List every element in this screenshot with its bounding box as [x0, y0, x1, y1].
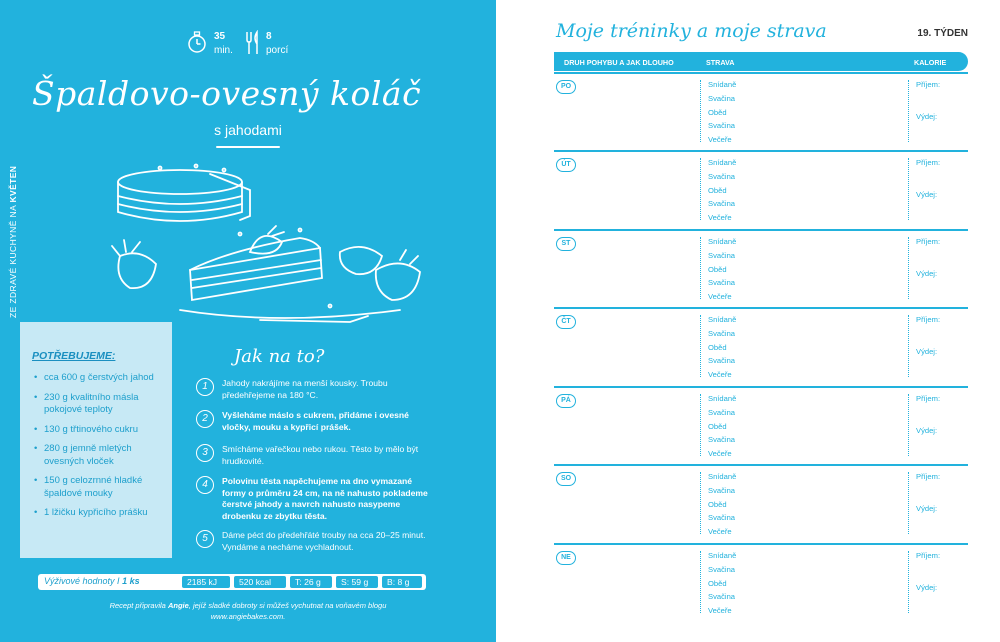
meal-label: Svačina	[708, 278, 736, 288]
day-divider	[554, 464, 968, 466]
meal-label: Snídaně	[708, 394, 737, 403]
intake-label: Příjem:	[916, 394, 941, 403]
meal-label: Oběd	[708, 421, 727, 431]
header-calories: KALORIE	[914, 58, 947, 67]
column-separator	[700, 315, 701, 377]
meal-label: Snídaně	[708, 472, 737, 481]
meal-label: Oběd	[708, 185, 727, 195]
day-divider	[554, 150, 968, 152]
meal-label: Snídaně	[708, 551, 737, 560]
day-divider	[554, 229, 968, 231]
meal-label: Svačina	[708, 121, 736, 131]
meal-label: Svačina	[708, 592, 736, 602]
meal-label: Večeře	[708, 213, 732, 223]
meal-label: Večeře	[708, 292, 732, 302]
nutrition-protein: B: 8 g	[382, 576, 422, 588]
meal-label: Svačina	[708, 513, 736, 523]
meal-label: Svačina	[708, 485, 736, 495]
recipe-subtitle: s jahodami	[214, 122, 282, 138]
output-label: Výdej:	[916, 347, 938, 356]
day-divider	[554, 307, 968, 309]
meal-label: Snídaně	[708, 315, 737, 324]
meal-label: Večeře	[708, 527, 732, 537]
title-divider	[216, 146, 280, 148]
step-text: Polovinu těsta napěchujeme na dno vymazané formy o průměru 24 cm, na ně nahusto poklademe čerstvé jahody a navrch nahusto nasypeme drobenku ze zbytku těsta.	[222, 476, 428, 521]
intake-label: Příjem:	[916, 80, 941, 89]
method-heading: Jak na to?	[234, 346, 325, 367]
column-separator	[700, 394, 701, 456]
day-row	[554, 464, 968, 542]
meal-label: Svačina	[708, 356, 736, 366]
meal-label: Snídaně	[708, 237, 737, 246]
output-label: Výdej:	[916, 190, 938, 199]
nutrition-kj: 2185 kJ	[182, 576, 230, 588]
day-badge: ST	[556, 237, 576, 251]
meal-label: Večeře	[708, 606, 732, 616]
ingredient-item: • 230 g kvalitního másla pokojové teploty	[32, 392, 170, 417]
recipe-title: Špaldovo-ovesný koláč	[32, 74, 422, 113]
column-separator	[700, 551, 701, 613]
ingredient-item: • 150 g celozrnné hladké špaldové mouky	[32, 475, 170, 500]
output-label: Výdej:	[916, 504, 938, 513]
column-separator	[908, 472, 909, 534]
header-food: STRAVA	[706, 58, 735, 67]
day-divider	[554, 386, 968, 388]
meal-label: Oběd	[708, 499, 727, 509]
nutrition-bar	[38, 574, 426, 590]
nutrition-fat: T: 26 g	[290, 576, 332, 588]
planner-title: Moje tréninky a moje strava	[556, 20, 827, 42]
intake-label: Příjem:	[916, 158, 941, 167]
meal-label: Svačina	[708, 328, 736, 338]
meal-label: Svačina	[708, 435, 736, 445]
meal-label: Oběd	[708, 342, 727, 352]
column-separator	[908, 237, 909, 299]
day-row	[554, 229, 968, 307]
planner-header	[554, 52, 968, 71]
recipe-credit: Recept připravila Angie, jejíž sladké dobroty si můžeš vychutnat na voňavém blogu www.angiebakes.com.	[109, 601, 387, 621]
nutrition-label: Výživové hodnoty I 1 ks	[44, 576, 140, 586]
meal-label: Snídaně	[708, 80, 737, 89]
meal-label: Svačina	[708, 93, 736, 103]
ingredients-heading: POTŘEBUJEME:	[32, 350, 116, 362]
meal-label: Večeře	[708, 449, 732, 459]
day-row	[554, 307, 968, 385]
cake-illustration	[100, 160, 440, 340]
step-number: 4	[196, 476, 214, 494]
step-number: 2	[196, 410, 214, 428]
column-separator	[700, 237, 701, 299]
day-badge: SO	[556, 472, 576, 486]
column-separator	[908, 80, 909, 142]
day-row	[554, 150, 968, 228]
day-badge: PÁ	[556, 394, 576, 408]
step-text: Dáme péct do předehřáté trouby na cca 20–25 minut. Vyndáme a necháme vychladnout.	[222, 530, 426, 552]
day-row	[554, 386, 968, 464]
column-separator	[908, 394, 909, 456]
meal-label: Svačina	[708, 199, 736, 209]
ingredients-list	[32, 372, 170, 527]
column-separator	[908, 551, 909, 613]
day-badge: NE	[556, 551, 576, 565]
day-badge: ČT	[556, 315, 576, 329]
step-text: Smícháme vařečkou nebo rukou. Těsto by mělo být hrudkovité.	[222, 444, 419, 466]
meal-label: Svačina	[708, 250, 736, 260]
stopwatch-icon	[186, 30, 208, 54]
meal-label: Oběd	[708, 107, 727, 117]
meal-label: Oběd	[708, 578, 727, 588]
step-number: 1	[196, 378, 214, 396]
intake-label: Příjem:	[916, 315, 941, 324]
intake-label: Příjem:	[916, 551, 941, 560]
ingredient-item: • 280 g jemně mletých ovesných vloček	[32, 443, 170, 468]
intake-label: Příjem:	[916, 237, 941, 246]
column-separator	[908, 158, 909, 220]
output-label: Výdej:	[916, 269, 938, 278]
ingredient-item: • 130 g třtinového cukru	[32, 424, 170, 437]
week-label: 19. TÝDEN	[917, 28, 968, 39]
day-divider	[554, 543, 968, 545]
output-label: Výdej:	[916, 112, 938, 121]
nutrition-sugar: S: 59 g	[336, 576, 378, 588]
cutlery-icon	[244, 30, 262, 56]
meal-label: Svačina	[708, 171, 736, 181]
meal-label: Večeře	[708, 135, 732, 145]
output-label: Výdej:	[916, 583, 938, 592]
step-text: Jahody nakrájíme na menší kousky. Troubu předehřejeme na 180 °C.	[222, 378, 388, 400]
column-separator	[700, 158, 701, 220]
blog-link[interactable]: www.angiebakes.com.	[210, 612, 286, 621]
meal-label: Svačina	[708, 564, 736, 574]
column-separator	[908, 315, 909, 377]
header-activity: DRUH POHYBU A JAK DLOUHO	[564, 58, 674, 67]
day-row	[554, 543, 968, 621]
step-number: 5	[196, 530, 214, 548]
day-divider	[554, 72, 968, 74]
meal-label: Snídaně	[708, 158, 737, 167]
nutrition-kcal: 520 kcal	[234, 576, 286, 588]
output-label: Výdej:	[916, 426, 938, 435]
step-text: Vyšleháme máslo s cukrem, přidáme i ovesné vločky, mouku a kypřicí prášek.	[222, 410, 409, 432]
ingredient-item: • 1 lžičku kypřicího prášku	[32, 507, 170, 520]
column-separator	[700, 472, 701, 534]
ingredients-panel	[20, 322, 172, 558]
recipe-page: ZE ZDRAVÉ KUCHYNĚ NA KVĚTEN 35 min. 8 porcí Špaldovo-ovesný koláč s jahodami POTŘEBUJEME: • cca 600 g čerstvých jahod • 230 g kvalitního másla pokojové teploty • 130 g třtinového cukru • 280 g jemně mletých ovesných vloček • 150 g celozrnné hladké špaldové mouky • 1 lžičku kypřicího prášku Jak na to? 1 Jahody nakrájíme na menší kousky. Troubu předehřejeme na 180 °C. 2 Vyšleháme máslo s cukrem, přidáme i ovesné vločky, mouku a kypřicí prášek. 3 Smícháme vařečkou nebo rukou. Těsto by mělo být hrudkovité. 4 Polovinu těsta napěchujeme na dno vymazané formy o průměru 24 cm, na ně nahusto poklademe čerstvé jahody a navrch nahusto nasypeme drobenku ze zbytku těsta. 5 Dáme péct do předehřáté trouby na cca 20–25 minut. Vyndáme a necháme vychladnout. Výživové hodnoty I 1 ks 2185 kJ 520 kcal T: 26 g S: 59 g B: 8 g Recept připravila Angie, jejíž sladké dobroty si můžeš vychutnat na voňavém blogu www.angiebakes.com.	[0, 0, 496, 642]
day-badge: ÚT	[556, 158, 576, 172]
step-number: 3	[196, 444, 214, 462]
meal-label: Oběd	[708, 264, 727, 274]
section-label: ZE ZDRAVÉ KUCHYNĚ NA KVĚTEN	[8, 165, 18, 318]
intake-label: Příjem:	[916, 472, 941, 481]
meal-label: Svačina	[708, 407, 736, 417]
ingredient-item: • cca 600 g čerstvých jahod	[32, 372, 170, 385]
column-separator	[700, 80, 701, 142]
meal-label: Večeře	[708, 370, 732, 380]
day-badge: PO	[556, 80, 576, 94]
day-row	[554, 72, 968, 150]
planner-page	[496, 0, 1000, 642]
